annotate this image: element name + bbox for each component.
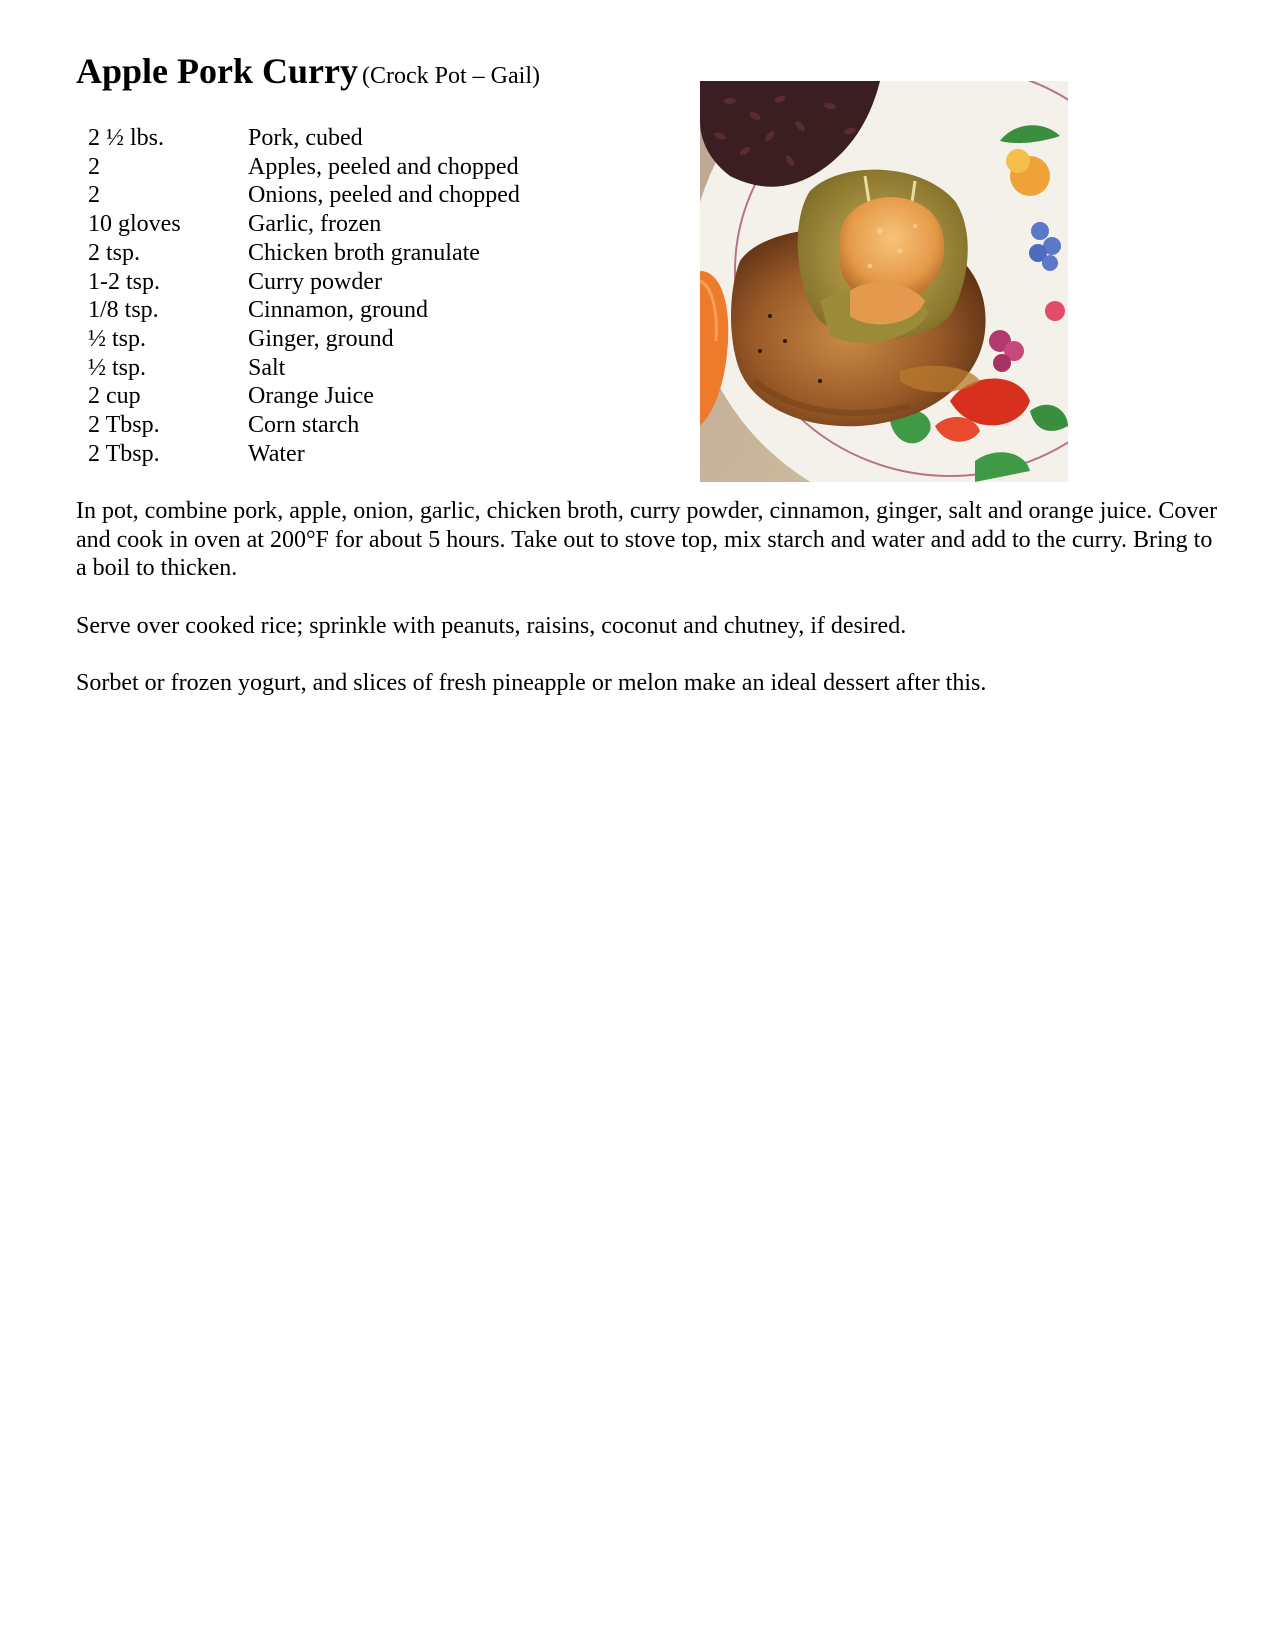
ingredient-quantity: 2 Tbsp. <box>88 440 160 467</box>
ingredient-row <box>88 239 520 268</box>
instruction-paragraph: In pot, combine pork, apple, onion, garlic, chicken broth, curry powder, cinnamon, ginger, salt and orange juice. Cover and cook in oven at 200°F for about 5 hours. Take out to stove top, mix starch and water and add to the curry. Bring to a boil to thicken. <box>76 498 1218 582</box>
ingredient-name: Curry powder <box>248 268 382 295</box>
ingredient-name: Cinnamon, ground <box>248 297 428 324</box>
ingredient-quantity: 2 <box>88 153 100 180</box>
ingredient-name: Garlic, frozen <box>248 211 382 238</box>
ingredient-quantity: 2 cup <box>88 383 141 410</box>
ingredient-quantity: 2 ½ lbs. <box>88 125 165 151</box>
ingredient-quantity: 10 gloves <box>88 211 181 238</box>
ingredient-row <box>88 268 520 297</box>
ingredient-row <box>88 153 520 182</box>
ingredient-row <box>88 181 520 210</box>
recipe-subtitle: (Crock Pot – Gail) <box>362 63 540 89</box>
ingredient-name: Chicken broth granulate <box>248 239 480 266</box>
ingredient-quantity: ½ tsp. <box>88 354 147 381</box>
ingredient-name: Water <box>248 440 305 467</box>
ingredient-quantity: 1/8 tsp. <box>88 297 159 324</box>
ingredient-row <box>88 382 520 411</box>
ingredient-row <box>88 296 520 325</box>
ingredient-row <box>88 325 520 354</box>
ingredient-row <box>88 124 520 153</box>
instructions <box>76 497 1226 727</box>
ingredient-quantity: 2 tsp. <box>88 239 141 266</box>
ingredient-quantity: 1-2 tsp. <box>88 268 160 295</box>
ingredient-quantity: 2 <box>88 182 100 209</box>
serving-paragraph: Serve over cooked rice; sprinkle with peanuts, raisins, coconut and chutney, if desired. <box>76 612 907 639</box>
dessert-paragraph: Sorbet or frozen yogurt, and slices of fresh pineapple or melon make an ideal dessert after this. <box>76 670 987 697</box>
ingredient-name: Orange Juice <box>248 383 374 410</box>
ingredient-name: Salt <box>248 354 286 381</box>
ingredient-row <box>88 411 520 440</box>
ingredient-name: Apples, peeled and chopped <box>248 153 519 180</box>
dish-photo <box>700 81 1068 482</box>
ingredient-name: Corn starch <box>248 412 360 439</box>
ingredient-list <box>88 124 520 468</box>
ingredient-row <box>88 210 520 239</box>
ingredient-name: Ginger, ground <box>248 325 394 352</box>
ingredient-quantity: ½ tsp. <box>88 325 147 352</box>
ingredient-name: Onions, peeled and chopped <box>248 182 520 209</box>
ingredient-row <box>88 440 520 469</box>
ingredient-name: Pork, cubed <box>248 125 363 151</box>
title-line <box>76 50 540 92</box>
recipe-title: Apple Pork Curry <box>76 51 358 91</box>
ingredient-quantity: 2 Tbsp. <box>88 412 160 439</box>
ingredient-row <box>88 354 520 383</box>
